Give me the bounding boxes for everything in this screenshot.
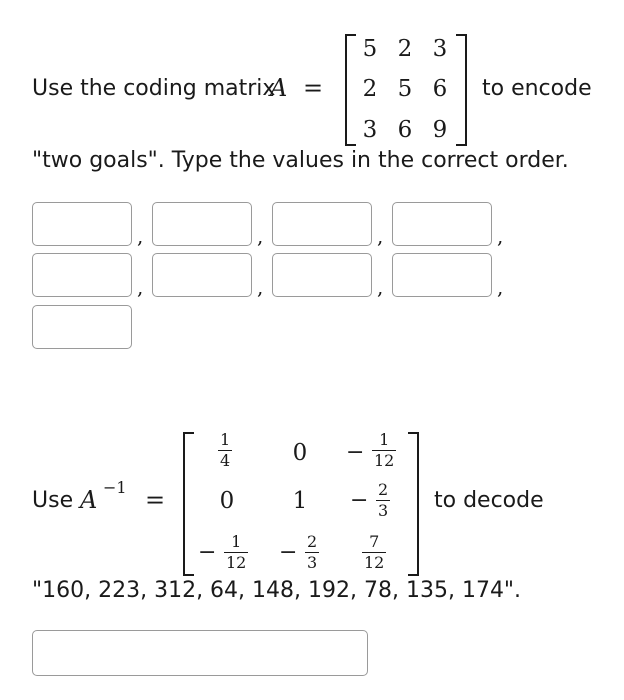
matrix-cell-fraction: 2 3 bbox=[307, 532, 318, 572]
matrix-cell: 2 bbox=[362, 76, 378, 102]
comma-separator: , bbox=[377, 224, 384, 248]
encode-value-input[interactable] bbox=[152, 202, 252, 246]
matrix-cell: 0 bbox=[292, 440, 308, 466]
encode-value-input[interactable] bbox=[272, 253, 372, 297]
matrix-cell-fraction: 1 12 bbox=[226, 532, 247, 572]
q1-prefix: Use the coding matrix bbox=[32, 76, 276, 101]
q1-instruction: "two goals". Type the values in the correct order. bbox=[32, 148, 569, 173]
comma-separator: , bbox=[497, 275, 504, 299]
q2-prefix: Use bbox=[32, 488, 74, 513]
q2-inverse-exponent: −1 bbox=[103, 478, 127, 497]
comma-separator: , bbox=[137, 224, 144, 248]
right-bracket bbox=[456, 34, 467, 146]
matrix-cell: 2 bbox=[397, 36, 413, 62]
comma-separator: , bbox=[257, 275, 264, 299]
matrix-cell-fraction: 1 4 bbox=[220, 430, 231, 470]
minus-sign: − bbox=[279, 540, 298, 565]
minus-sign: − bbox=[350, 488, 369, 513]
matrix-cell: 6 bbox=[397, 117, 413, 143]
minus-sign: − bbox=[346, 440, 365, 465]
encode-value-input[interactable] bbox=[392, 253, 492, 297]
encode-value-input[interactable] bbox=[392, 202, 492, 246]
left-bracket bbox=[183, 432, 194, 576]
matrix-cell: 6 bbox=[432, 76, 448, 102]
q2-suffix: to decode bbox=[434, 488, 544, 513]
decode-answer-input[interactable] bbox=[32, 630, 368, 676]
matrix-cell: 5 bbox=[362, 36, 378, 62]
comma-separator: , bbox=[257, 224, 264, 248]
comma-separator: , bbox=[137, 275, 144, 299]
q1-matrix-var: A bbox=[270, 74, 288, 102]
matrix-cell: 9 bbox=[432, 117, 448, 143]
q2-equals: = bbox=[145, 486, 166, 514]
q2-ciphertext: "160, 223, 312, 64, 148, 192, 78, 135, 174". bbox=[32, 578, 522, 603]
q1-equals: = bbox=[303, 74, 324, 102]
matrix-cell: 3 bbox=[362, 117, 378, 143]
q2-matrix-var: A bbox=[80, 486, 98, 514]
matrix-cell-fraction: 7 12 bbox=[364, 532, 385, 572]
q1-suffix: to encode bbox=[482, 76, 592, 101]
matrix-cell-fraction: 1 12 bbox=[374, 430, 395, 470]
right-bracket bbox=[408, 432, 419, 576]
comma-separator: , bbox=[497, 224, 504, 248]
encode-value-input[interactable] bbox=[32, 305, 132, 349]
encode-value-input[interactable] bbox=[32, 202, 132, 246]
encode-value-input[interactable] bbox=[152, 253, 252, 297]
minus-sign: − bbox=[198, 540, 217, 565]
matrix-cell: 1 bbox=[292, 488, 308, 514]
matrix-cell: 5 bbox=[397, 76, 413, 102]
encode-value-input[interactable] bbox=[32, 253, 132, 297]
matrix-cell-fraction: 2 3 bbox=[378, 480, 389, 520]
encode-value-input[interactable] bbox=[272, 202, 372, 246]
matrix-cell: 0 bbox=[219, 488, 235, 514]
matrix-cell: 3 bbox=[432, 36, 448, 62]
comma-separator: , bbox=[377, 275, 384, 299]
